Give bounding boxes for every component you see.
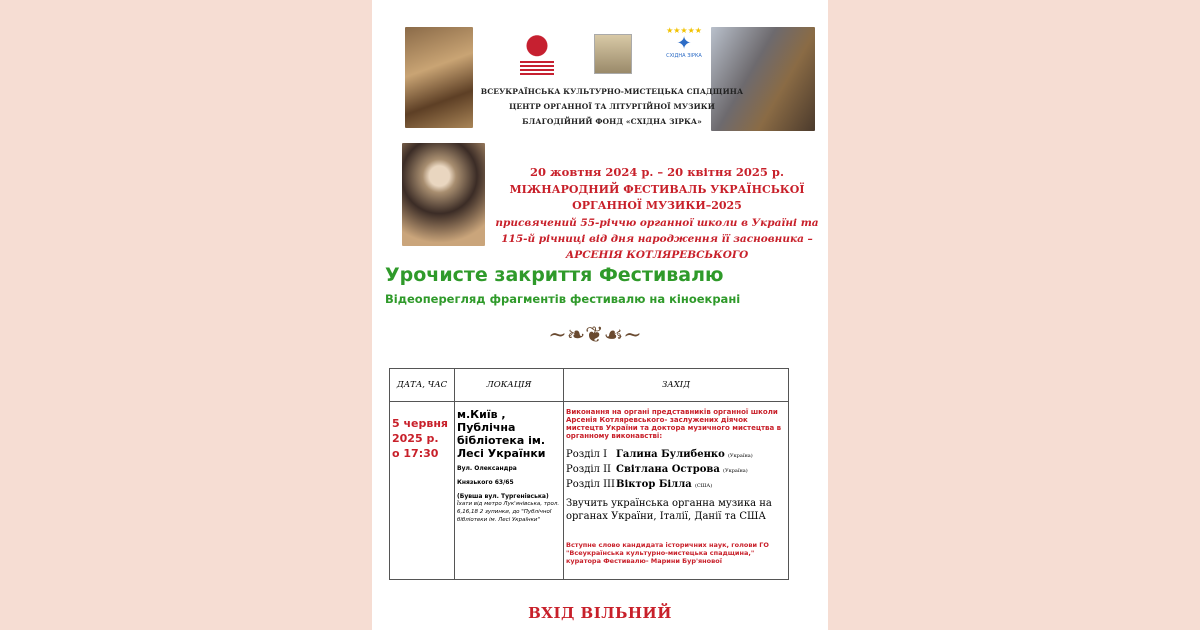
- location-street: Князького 63/65: [457, 479, 514, 486]
- performer-country: (США): [694, 483, 713, 489]
- event-table: [389, 368, 789, 580]
- logo-text: СХІДНА ЗІРКА: [666, 53, 702, 59]
- performers-list: [566, 448, 786, 493]
- closing-subheading: Відеоперегляд фрагментів фестивалю на кіноекрані: [385, 292, 741, 306]
- festival-dates: 20 жовтня 2024 р. – 20 квітня 2025 р.: [530, 165, 784, 179]
- music-description: Звучить українська органна музика на органах України, Італії, Данії та США: [566, 498, 772, 522]
- event-date: [390, 402, 455, 580]
- ornament-divider: ~❧❦☙~: [548, 323, 642, 348]
- closing-heading: Урочисте закриття Фестивалю: [385, 264, 724, 286]
- subtitle-line: 115-й річниці від дня народження її засновника –: [501, 233, 813, 245]
- title-line: ОРГАННОЇ МУЗИКИ–2025: [572, 199, 742, 212]
- header-date: ДАТА, ЧАС: [390, 369, 455, 402]
- performer-name: Світлана Острова: [616, 464, 720, 475]
- poster: [372, 0, 828, 630]
- organ-center-logo: [594, 34, 632, 74]
- opening-speech: Вступне слово кандидата історичних наук, голови ГО "Всеукраїнська культурно-мистецька спадщина," куратора Фестивалю- Марини Бур'янової: [566, 541, 769, 565]
- subtitle-line: АРСЕНІЯ КОТЛЯРЕВСЬКОГО: [565, 249, 749, 261]
- date-line: 2025 р.: [392, 432, 439, 445]
- festival-title: [492, 182, 822, 214]
- section-label: Розділ ІІІ: [566, 479, 615, 490]
- date-line: 5 червня: [392, 417, 448, 430]
- performer-country: (Україна): [727, 453, 753, 459]
- performer-row: [566, 448, 786, 463]
- location-former-street: (Бувша вул. Тургенівська): [457, 493, 549, 500]
- header-location: ЛОКАЦІЯ: [455, 369, 564, 402]
- subtitle-line: присвячений 55-річчю органної школи в Україні та: [495, 217, 819, 229]
- event-details: [564, 402, 789, 580]
- performer-name: Галина Булибенко: [616, 449, 725, 460]
- organ-pipes-photo: [711, 27, 815, 131]
- org-line-1: ВСЕУКРАЇНСЬКА КУЛЬТУРНО-МИСТЕЦЬКА СПАДЩИНА: [480, 87, 744, 96]
- org-line-3: БЛАГОДІЙНИЙ ФОНД «СХІДНА ЗІРКА»: [522, 117, 702, 126]
- portrait-photo: [402, 143, 485, 246]
- performer-row: [566, 478, 786, 493]
- location-name: м.Київ , Публічна бібліотека ім. Лесі Українки: [457, 408, 546, 460]
- section-label: Розділ І: [566, 449, 608, 460]
- event-location: [455, 402, 564, 580]
- location-directions: Їхати від метро Лук'янівська, трол. 6,16,18 2 зупинки, до "Публічної бібліотеки ім. Лесі Українки": [457, 501, 560, 523]
- heritage-logo: [520, 30, 554, 75]
- eastern-star-logo: ★★★★★ ✦ СХІДНА ЗІРКА: [664, 26, 704, 76]
- free-entry: ВХІД ВІЛЬНИЙ: [528, 604, 672, 622]
- festival-subtitle: [484, 215, 830, 263]
- performer-name: Віктор Білла: [616, 479, 692, 490]
- event-intro: Виконання на органі представників органної школи Арсенія Котляревського- заслужених діячок мистецтв України та доктора музичного мистецтва в органному виконавстві:: [566, 408, 782, 440]
- location-street: Вул. Олександра: [457, 465, 517, 472]
- header-event: ЗАХІД: [564, 369, 789, 402]
- organ-console-photo: [405, 27, 473, 128]
- title-line: МІЖНАРОДНИЙ ФЕСТИВАЛЬ УКРАЇНСЬКОЇ: [509, 183, 805, 196]
- date-line: о 17:30: [392, 447, 439, 460]
- performer-country: (Україна): [723, 468, 748, 474]
- performer-row: [566, 463, 786, 478]
- section-label: Розділ ІІ: [566, 464, 611, 475]
- org-line-2: ЦЕНТР ОРГАННОЇ ТА ЛІТУРГІЙНОЇ МУЗИКИ: [509, 102, 715, 111]
